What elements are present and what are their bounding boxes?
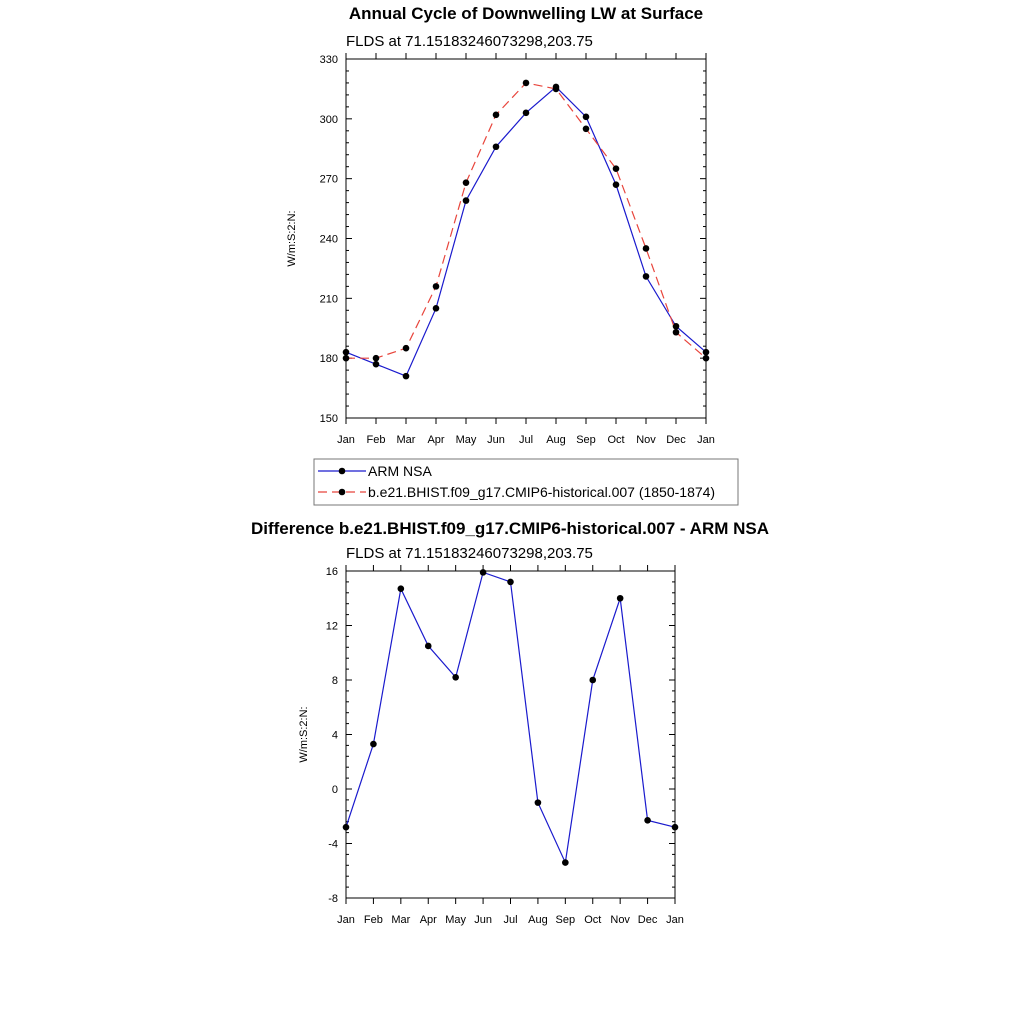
data-point — [507, 579, 514, 586]
data-point — [703, 355, 710, 362]
data-point — [343, 824, 350, 831]
x-tick-label: Jan — [666, 914, 684, 926]
y-tick-label: 12 — [325, 620, 338, 633]
data-point — [562, 859, 569, 866]
data-point — [553, 86, 560, 93]
x-tick-label: May — [455, 434, 477, 446]
data-point — [613, 181, 620, 188]
data-point — [433, 283, 440, 290]
data-point — [480, 569, 487, 576]
data-point — [672, 824, 679, 831]
data-point — [425, 643, 432, 650]
data-point — [523, 80, 530, 87]
data-point — [370, 741, 377, 748]
data-point — [493, 112, 500, 119]
x-tick-label: Aug — [528, 914, 548, 926]
legend-label: ARM NSA — [368, 463, 432, 479]
data-point — [398, 585, 405, 592]
x-tick-label: Oct — [607, 434, 625, 446]
data-point — [644, 817, 651, 824]
series-line-2 — [346, 83, 706, 358]
x-tick-label: Jul — [503, 914, 518, 926]
data-point — [452, 674, 459, 681]
y-tick-label: 8 — [331, 675, 338, 687]
legend-marker — [339, 489, 346, 496]
data-point — [343, 355, 350, 362]
x-tick-label: Jan — [337, 914, 355, 926]
x-tick-label: Mar — [391, 914, 411, 926]
data-point — [583, 126, 590, 133]
x-tick-label: Sep — [555, 914, 576, 926]
chart-subtitle: FLDS at 71.15183246073298,203.75 — [346, 545, 593, 562]
y-tick-label: 270 — [319, 173, 338, 186]
x-tick-label: Jan — [337, 434, 355, 446]
y-tick-label: 240 — [319, 233, 338, 246]
x-tick-label: Jun — [487, 434, 505, 446]
data-point — [463, 197, 470, 204]
data-point — [373, 355, 380, 362]
data-point — [643, 273, 650, 280]
data-point — [535, 799, 542, 806]
y-tick-label: 0 — [331, 784, 338, 796]
x-tick-label: Nov — [636, 434, 656, 446]
legend — [314, 459, 738, 505]
y-tick-label: 300 — [319, 113, 338, 126]
chart-title: Annual Cycle of Downwelling LW at Surface — [348, 4, 704, 23]
data-point — [617, 595, 624, 602]
x-tick-label: Feb — [363, 914, 383, 926]
chart-subtitle: FLDS at 71.15183246073298,203.75 — [346, 33, 593, 50]
y-tick-label: 180 — [319, 353, 338, 366]
x-tick-label: Jul — [518, 434, 534, 446]
x-tick-label: Jan — [697, 434, 715, 446]
x-tick-label: Oct — [584, 914, 602, 926]
x-tick-label: Jun — [474, 914, 492, 926]
data-point — [643, 245, 650, 252]
y-axis-label: W/m:S:2:N: — [298, 706, 310, 763]
x-tick-label: Sep — [576, 434, 596, 446]
x-tick-label: Apr — [419, 914, 437, 926]
x-tick-label: Mar — [396, 434, 416, 446]
legend-marker — [339, 468, 346, 475]
data-point — [523, 110, 530, 117]
x-tick-label: Dec — [637, 914, 658, 926]
data-point — [403, 345, 410, 352]
chart-title: Difference b.e21.BHIST.f09_g17.CMIP6-historical.007 - ARM NSA — [250, 519, 770, 538]
x-tick-label: Aug — [546, 434, 566, 446]
y-tick-label: -4 — [328, 838, 338, 851]
data-point — [673, 323, 680, 330]
data-point — [463, 179, 470, 186]
data-point — [403, 373, 410, 380]
series-line-1 — [346, 572, 675, 862]
x-tick-label: Apr — [427, 434, 445, 446]
chart-2 — [251, 519, 769, 926]
data-point — [493, 143, 500, 150]
data-point — [433, 305, 440, 312]
x-tick-label: Dec — [666, 434, 686, 446]
data-point — [583, 114, 590, 121]
data-point — [343, 349, 350, 356]
y-tick-label: 4 — [331, 729, 338, 742]
data-point — [589, 677, 596, 684]
data-point — [373, 361, 380, 368]
y-axis-label: W/m:S:2:N: — [286, 210, 298, 267]
y-tick-label: 330 — [319, 54, 338, 66]
data-point — [703, 349, 710, 356]
data-point — [673, 329, 680, 336]
y-tick-label: 210 — [319, 293, 338, 306]
series-line-1 — [346, 87, 706, 376]
y-tick-label: 150 — [319, 413, 338, 425]
y-tick-label: 16 — [325, 566, 338, 578]
legend-label: b.e21.BHIST.f09_g17.CMIP6-historical.007 (1850-1874) — [368, 484, 716, 500]
chart-1 — [286, 4, 738, 505]
x-tick-label: May — [445, 914, 467, 926]
data-point — [613, 165, 620, 172]
x-tick-label: Feb — [366, 434, 386, 446]
y-tick-label: -8 — [328, 893, 338, 905]
x-tick-label: Nov — [610, 914, 630, 926]
